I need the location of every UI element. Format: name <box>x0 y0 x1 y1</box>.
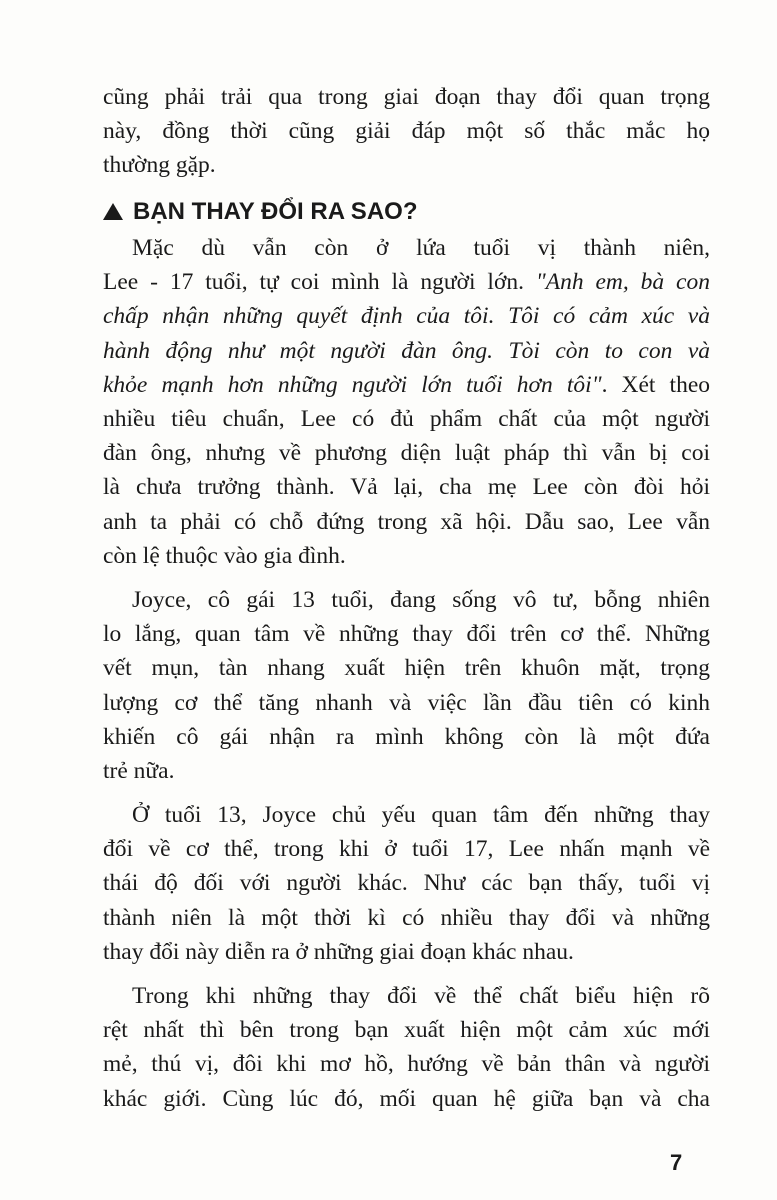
page-number: 7 <box>670 1150 683 1175</box>
paragraph-emotions <box>103 979 710 1116</box>
text-line <box>103 1047 710 1081</box>
text-line <box>103 265 710 299</box>
triangle-bullet-icon <box>103 203 123 220</box>
text-line <box>103 651 710 685</box>
heading-text: BẠN THAY ĐỔI RA SAO? <box>133 198 418 225</box>
text-line <box>103 1013 710 1047</box>
body-text: thành niên là một thời kì có nhiều thay đổi và những <box>103 904 710 931</box>
text-line <box>103 505 710 539</box>
body-text: lo lắng, quan tâm về những thay đổi trên cơ thể. Những <box>103 621 710 648</box>
text-line <box>103 686 710 720</box>
text-line <box>103 754 710 788</box>
body-text: là chưa trưởng thành. Vả lại, cha mẹ Lee còn đòi hỏi <box>103 474 710 501</box>
body-text: Trong khi những thay đổi về thể chất biểu hiện rõ <box>132 983 710 1009</box>
text-line <box>103 617 710 651</box>
paragraph-joyce <box>103 583 710 788</box>
body-text: anh ta phải có chỗ đứng trong xã hội. Dẫu sao, Lee vẫn <box>103 508 710 535</box>
body-text: lượng cơ thể tăng nhanh và việc lần đầu tiên có kinh <box>103 689 710 716</box>
text-line <box>103 798 710 832</box>
text-line <box>103 583 710 617</box>
body-text: đổi về cơ thể, trong khi ở tuổi 17, Lee nhấn mạnh về <box>103 836 710 863</box>
text-line <box>103 148 710 182</box>
text-line <box>103 299 710 333</box>
text-line <box>103 1082 710 1116</box>
body-text: trẻ nữa. <box>103 757 175 784</box>
body-text: mẻ, thú vị, đôi khi mơ hồ, hướng về bản thân và người <box>103 1051 710 1078</box>
body-text: Ở tuổi 13, Joyce chủ yếu quan tâm đến những thay <box>132 802 710 828</box>
body-text: thái độ đối với người khác. Như các bạn thấy, tuổi vị <box>103 870 710 897</box>
body-text: đàn ông, nhưng về phương diện luật pháp thì vẫn bị coi <box>103 440 710 467</box>
text-line <box>103 901 710 935</box>
body-text: vết mụn, tàn nhang xuất hiện trên khuôn mặt, trọng <box>103 655 710 682</box>
quote-text: khỏe mạnh hơn những người lớn tuổi hơn tôi" <box>103 371 602 398</box>
body-text: khác giới. Cùng lúc đó, mối quan hệ giữa bạn và cha <box>103 1085 710 1112</box>
text-line <box>103 979 710 1013</box>
text-line <box>103 114 710 148</box>
paragraph-comparison <box>103 798 710 969</box>
text-line <box>103 402 710 436</box>
text-line <box>103 80 710 114</box>
text-line <box>103 539 710 573</box>
text-line <box>103 470 710 504</box>
body-text: . Xét theo <box>601 371 711 398</box>
body-text: cũng phải trải qua trong giai đoạn thay đổi quan trọng <box>103 84 710 110</box>
paragraph-lee <box>103 231 710 573</box>
text-line <box>103 231 710 265</box>
body-text: này, đồng thời cũng giải đáp một số thắc mắc họ <box>103 118 710 145</box>
quote-text: chấp nhận những quyết định của tôi. Tôi có cảm xúc và <box>103 303 710 330</box>
body-text: Joyce, cô gái 13 tuổi, đang sống vô tư, bỗng nhiên <box>132 587 710 613</box>
text-line <box>103 436 710 470</box>
body-text: thường gặp. <box>103 152 216 179</box>
body-text: Lee - 17 tuổi, tự coi mình là người lớn. <box>103 269 536 296</box>
text-line <box>103 866 710 900</box>
body-text: khiến cô gái nhận ra mình không còn là một đứa <box>103 723 710 750</box>
body-text: rệt nhất thì bên trong bạn xuất hiện một cảm xúc mới <box>103 1017 710 1044</box>
text-line <box>103 334 710 368</box>
text-line <box>103 368 710 402</box>
text-line <box>103 720 710 754</box>
section-heading <box>103 195 417 229</box>
body-text: thay đổi này diễn ra ở những giai đoạn khác nhau. <box>103 938 574 965</box>
body-text: nhiều tiêu chuẩn, Lee có đủ phẩm chất của một người <box>103 405 710 432</box>
quote-text: hành động như một người đàn ông. Tòi còn to con và <box>103 337 710 364</box>
text-line <box>103 832 710 866</box>
body-text: Mặc dù vẫn còn ở lứa tuổi vị thành niên, <box>132 235 710 261</box>
quote-text: "Anh em, bà con <box>535 269 710 296</box>
paragraph-continuation <box>103 80 710 183</box>
text-line <box>103 935 710 969</box>
body-text: còn lệ thuộc vào gia đình. <box>103 542 346 569</box>
